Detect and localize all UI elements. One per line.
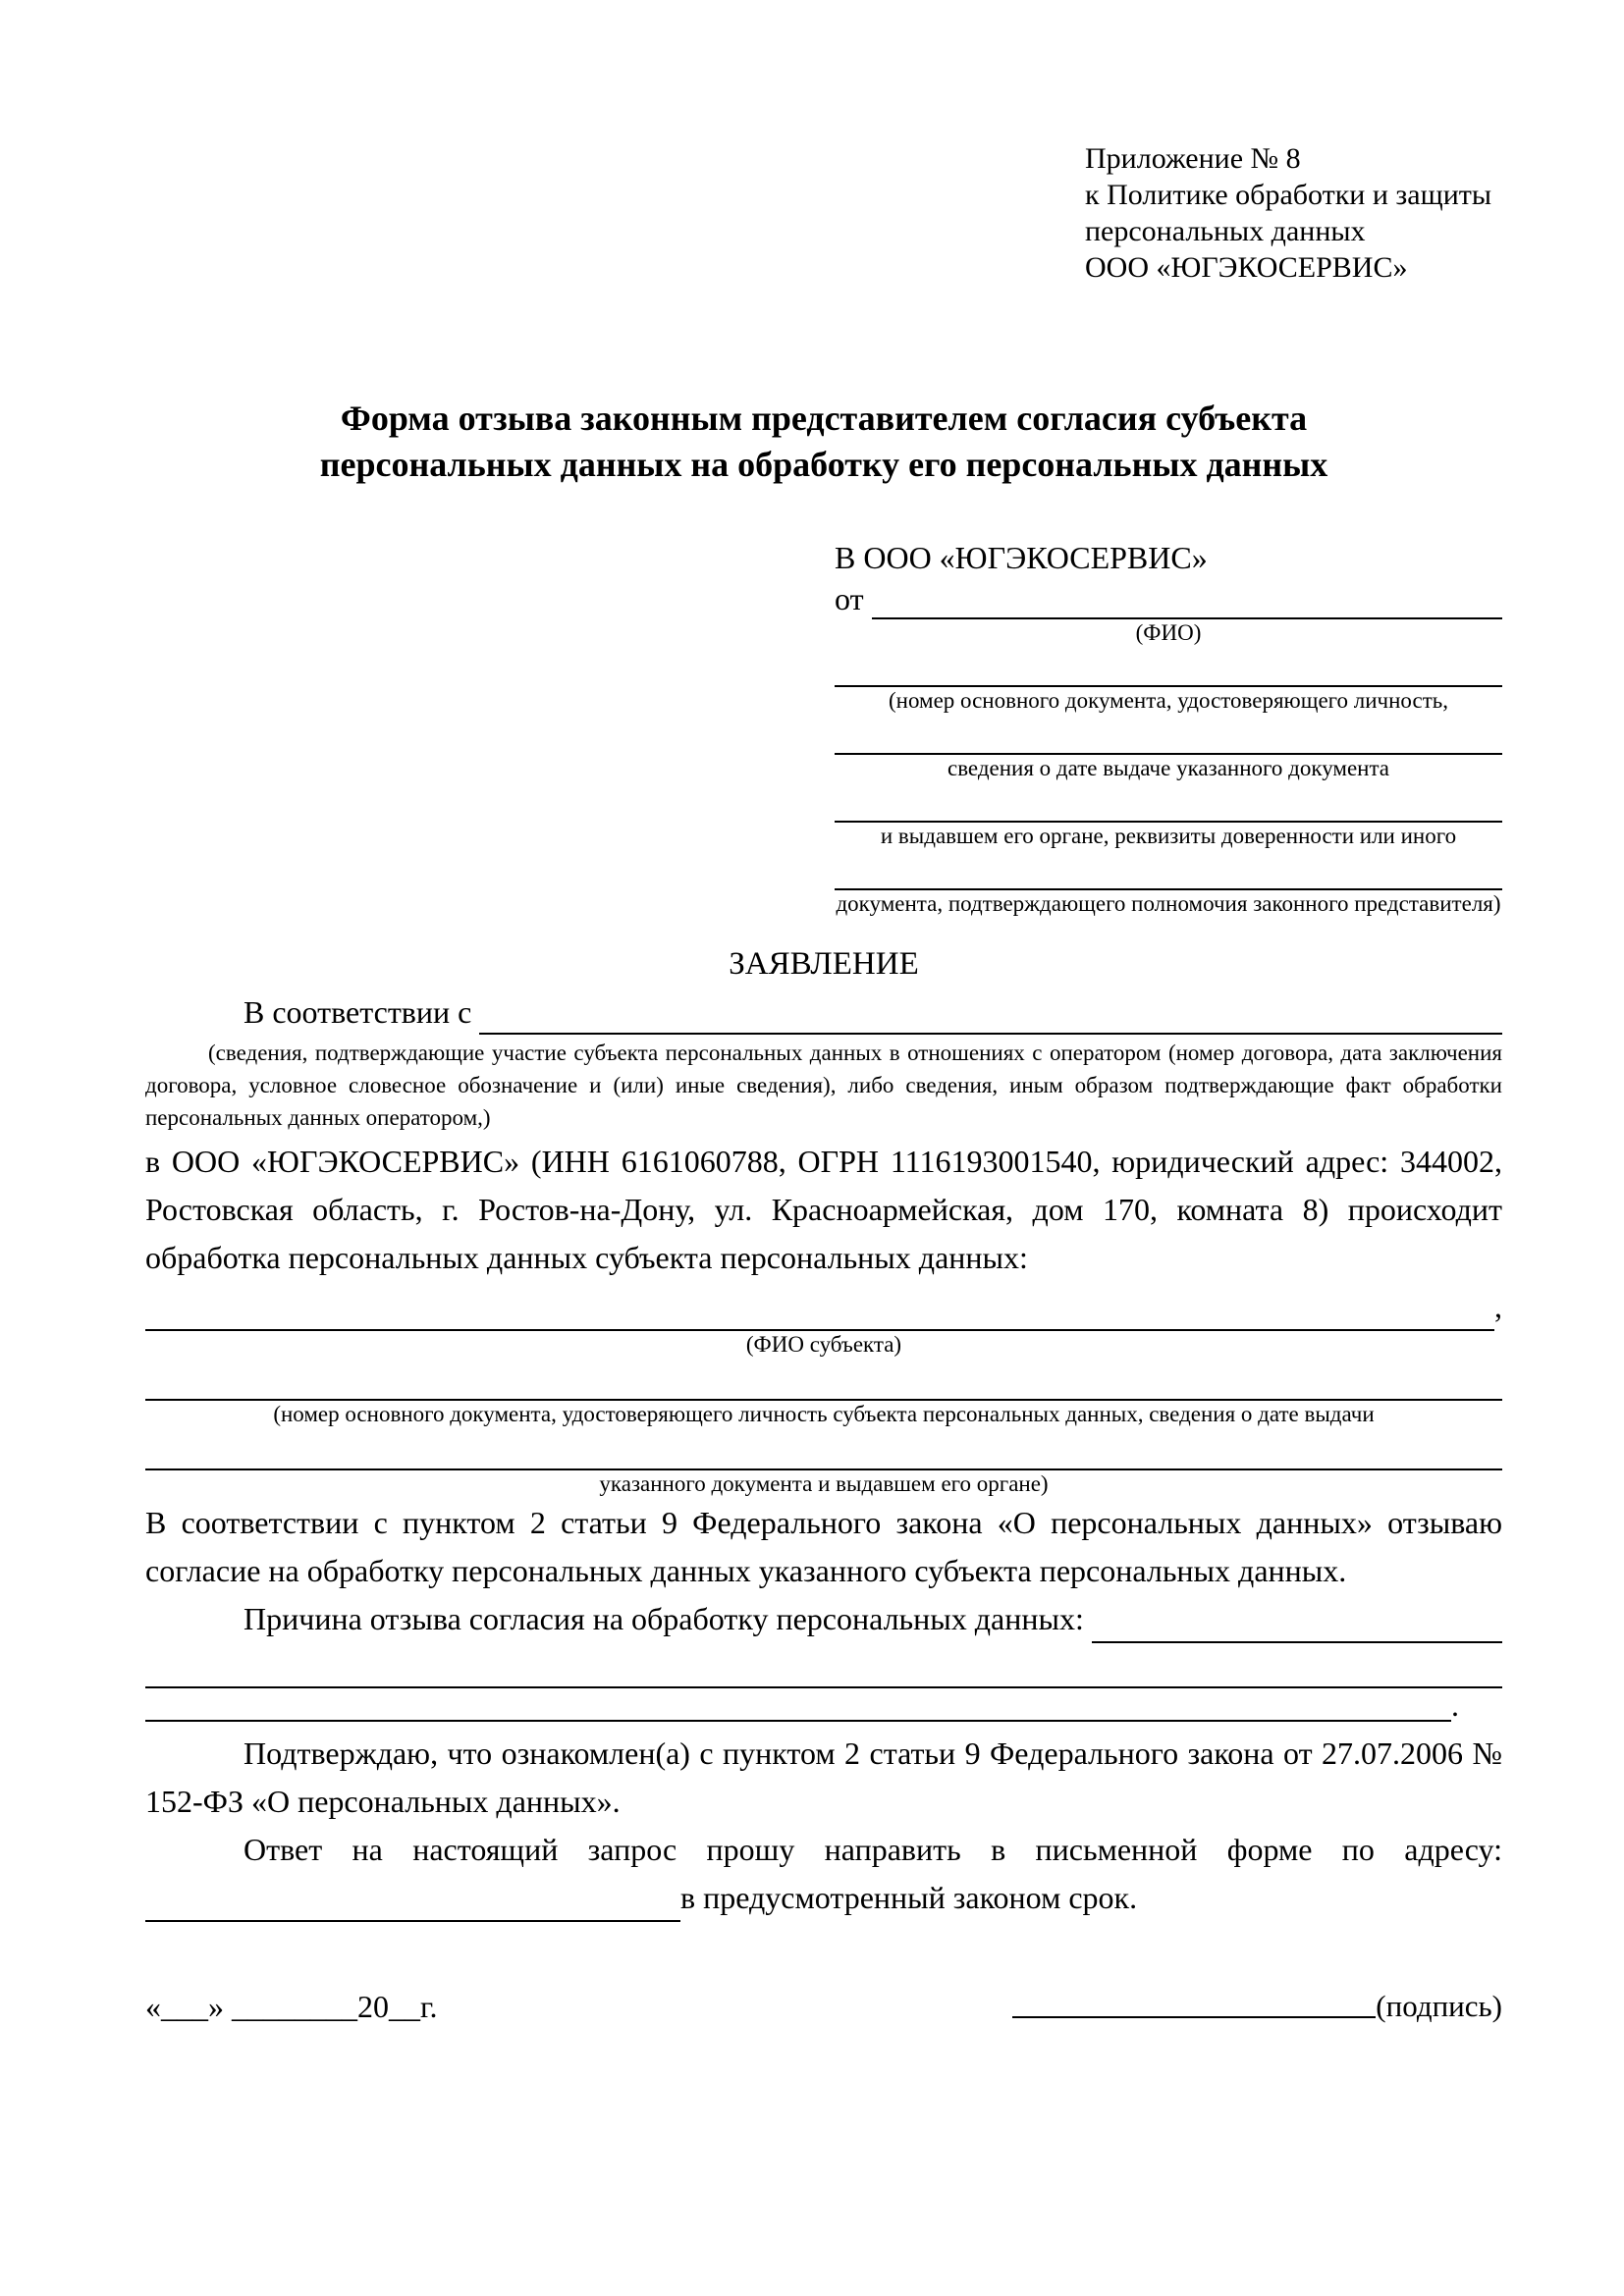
rep-doc-line-1 — [835, 646, 1502, 687]
rep-doc-line-4 — [835, 849, 1502, 890]
reason-blank-line-2 — [145, 1720, 1451, 1722]
rep-doc-line-2 — [835, 714, 1502, 755]
appendix-line-2: к Политике обработки и защиты — [1085, 179, 1492, 211]
signature-caption: (подпись) — [1376, 1989, 1502, 2023]
addressee-to: В ООО «ЮГЭКОСЕРВИС» — [835, 540, 1208, 575]
reply-tail-text: в предусмотренный законом срок. — [680, 1880, 1138, 1915]
reply-lead-paragraph: Ответ на настоящий запрос прошу направить в письменной форме по адресу: — [244, 1832, 1502, 1867]
subject-fio-comma: , — [1494, 1289, 1502, 1324]
signature-line — [1012, 2016, 1376, 2018]
reason-period: . — [1451, 1687, 1459, 1723]
appendix-line-3: персональных данных — [1085, 215, 1366, 247]
operator-paragraph: в ООО «ЮГЭКОСЕРВИС» (ИНН 6161060788, ОГРН 1116193001540, юридический адрес: 344002, Ростовская область, г. Ростов-на-Дону, ул. Красноармейская, дом 170, комната 8) происходит обработка персональных данных субъекта персональных данных: — [145, 1144, 1502, 1275]
subject-fio-row — [145, 1282, 1502, 1331]
reason-row — [145, 1595, 1502, 1643]
document-title-line-1: Форма отзыва законным представителем согласия субъекта — [340, 399, 1308, 438]
confirmation-paragraph: Подтверждаю, что ознакомлен(а) с пунктом 2 статьи 9 Федерального закона от 27.07.2006 № 152-ФЗ «О персональных данных». — [145, 1735, 1502, 1819]
subject-doc-line-1 — [145, 1358, 1502, 1401]
rep-doc-caption-4: документа, подтверждающего полномочия законного представителя) — [836, 891, 1501, 916]
addressee-block — [835, 537, 1502, 917]
appendix-line-1: Приложение № 8 — [1085, 142, 1301, 175]
rep-doc-caption-3: и выдавшем его органе, реквизиты доверенности или иного — [880, 824, 1457, 848]
signature-group — [1012, 1985, 1502, 2028]
document-title-line-2: персональных данных на обработку его персональных данных — [319, 445, 1328, 484]
participation-note: (сведения, подтверждающие участие субъекта персональных данных в отношениях с оператором (номер договора, дата заключения договора, условное словесное обозначение и (или) иные сведения), либо сведения, иным образом подтверждающие факт обработки персональных данных оператором,) — [145, 1041, 1502, 1130]
from-label: от — [835, 581, 864, 616]
footer-row — [145, 1985, 1502, 2028]
subject-fio-caption: (ФИО субъекта) — [745, 1332, 902, 1357]
appendix-header — [1085, 140, 1502, 286]
accordance-fill-line — [479, 1033, 1502, 1035]
subject-doc-line-2 — [145, 1427, 1502, 1470]
accordance-row — [145, 989, 1502, 1035]
reason-label: Причина отзыва согласия на обработку персональных данных: — [244, 1601, 1084, 1636]
date-line: «___» ________20__г. — [145, 1989, 438, 2024]
rep-doc-caption-1: (номер основного документа, удостоверяющего личность, — [888, 688, 1448, 713]
statement-heading: ЗАЯВЛЕНИЕ — [729, 946, 919, 982]
from-row — [835, 578, 1502, 619]
reason-blank-line-2-row — [145, 1688, 1459, 1722]
rep-doc-line-3 — [835, 781, 1502, 823]
subject-doc-caption-1: (номер основного документа, удостоверяющего личность субъекта персональных данных, сведения о дате выдачи — [273, 1402, 1375, 1426]
withdrawal-paragraph: В соответствии с пунктом 2 статьи 9 Федерального закона «О персональных данных» отзываю согласие на обработку персональных данных указанного субъекта персональных данных. — [145, 1505, 1502, 1588]
subject-doc-caption-2: указанного документа и выдавшем его органе) — [599, 1471, 1049, 1496]
document-title — [145, 396, 1502, 488]
reason-blank-line-1 — [145, 1643, 1502, 1688]
reason-fill-line — [1092, 1641, 1502, 1643]
appendix-line-4: ООО «ЮГЭКОСЕРВИС» — [1085, 251, 1408, 284]
accordance-label: В соответствии с — [244, 994, 472, 1030]
rep-doc-caption-2: сведения о дате выдаче указанного документа — [947, 756, 1390, 780]
reply-address-line — [145, 1920, 680, 1922]
reply-row — [145, 1874, 1502, 1922]
fio-caption: (ФИО) — [1135, 620, 1202, 645]
